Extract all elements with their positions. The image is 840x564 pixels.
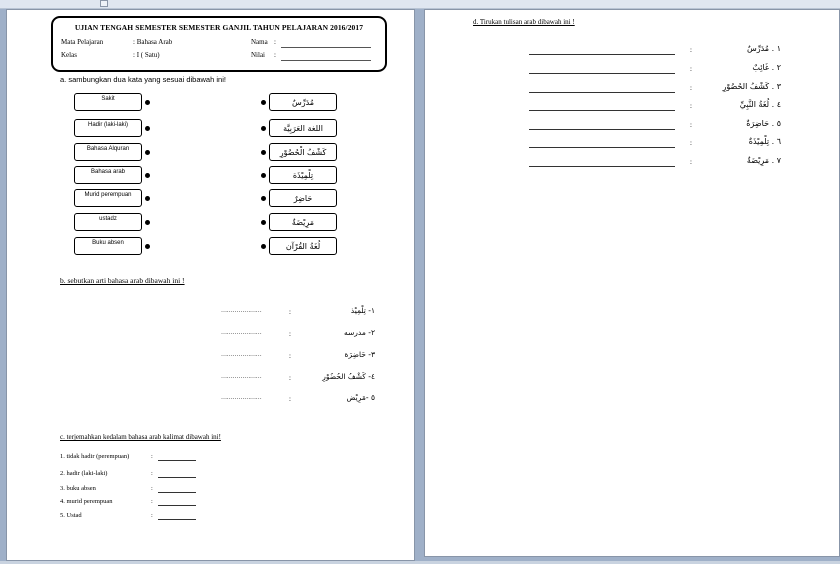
arabic-word: ٣- حَاضِرَة: [344, 350, 375, 359]
d-colon: :: [690, 65, 692, 73]
nama-label: Nama: [251, 38, 268, 46]
right-dot[interactable]: [261, 220, 266, 225]
writing-line[interactable]: [529, 73, 675, 74]
left-word-box: ustadz: [74, 213, 142, 231]
left-word-box: Hadir (laki-laki): [74, 119, 142, 137]
section-a-title: a. sambungkan dua kata yang sesuai dibawah ini!: [60, 75, 226, 84]
right-dot[interactable]: [261, 173, 266, 178]
b-colon: :: [289, 395, 291, 403]
answer-dots[interactable]: …………………: [221, 395, 262, 401]
arabic-word: ٣ . كَشْفُ الحُضُوْرِ: [722, 82, 781, 91]
d-colon: :: [690, 84, 692, 92]
left-dot[interactable]: [145, 196, 150, 201]
b-colon: :: [289, 330, 291, 338]
phrase-label: 1. tidak hadir (perempuan): [60, 453, 130, 460]
b-colon: :: [289, 352, 291, 360]
section-b-title: b. sebutkan arti bahasa arab dibawah ini !: [60, 276, 185, 285]
nilai-colon: :: [274, 51, 276, 59]
answer-dots[interactable]: …………………: [221, 352, 262, 358]
right-word-box: تِلْمِيْذَة: [269, 166, 337, 184]
right-dot[interactable]: [261, 196, 266, 201]
left-dot[interactable]: [145, 100, 150, 105]
d-colon: :: [690, 121, 692, 129]
arabic-word: ١ . مُدَرِّسٌ: [746, 44, 781, 53]
arabic-word: ٢ . غَائِبٌ: [752, 63, 781, 72]
kelas-label: Kelas: [61, 51, 77, 59]
right-word-box: لُغَةُ القُرْآن: [269, 237, 337, 255]
answer-line[interactable]: [158, 492, 196, 493]
right-word-box: مَرِيْضَةٌ: [269, 213, 337, 231]
left-word-box: Buku absen: [74, 237, 142, 255]
nilai-label: Nilai: [251, 51, 265, 59]
phrase-label: 4. murid perempuan: [60, 498, 113, 505]
writing-line[interactable]: [529, 147, 675, 148]
exam-header-box: [51, 16, 387, 72]
section-c-title: c. terjemahkan kedalam bahasa arab kalimat dibawah ini!: [60, 433, 221, 441]
nama-colon: :: [274, 38, 276, 46]
c-colon: :: [151, 498, 153, 505]
section-d-title: d. Tirukan tulisan arab dibawah ini !: [473, 18, 575, 26]
answer-dots[interactable]: …………………: [221, 374, 262, 380]
right-dot[interactable]: [261, 126, 266, 131]
left-word-box: Bahasa Alquran: [74, 143, 142, 161]
document-page-2[interactable]: [424, 9, 840, 557]
left-word-box: Murid perempuan: [74, 189, 142, 207]
d-colon: :: [690, 46, 692, 54]
writing-line[interactable]: [529, 166, 675, 167]
mapel-label: Mata Pelajaran: [61, 38, 104, 46]
left-word-box: Sakit: [74, 93, 142, 111]
writing-line[interactable]: [529, 54, 675, 55]
writing-line[interactable]: [529, 110, 675, 111]
phrase-label: 2. hadir (laki-laki): [60, 470, 108, 477]
writing-line[interactable]: [529, 129, 675, 130]
answer-line[interactable]: [158, 505, 196, 506]
left-dot[interactable]: [145, 126, 150, 131]
horizontal-ruler[interactable]: [0, 0, 840, 9]
right-dot[interactable]: [261, 100, 266, 105]
arabic-word: ٤ . لُغَةُ النَّبِيِّ: [739, 100, 781, 109]
right-word-box: حَاضِرٌ: [269, 189, 337, 207]
arabic-word: ٤- كَشْفُ الحُضُوْرِ: [322, 372, 375, 381]
phrase-label: 5. Ustad: [60, 512, 82, 519]
left-dot[interactable]: [145, 220, 150, 225]
answer-dots[interactable]: …………………: [221, 330, 262, 336]
right-word-box: كَشْفُ الْحُضُوْرِ: [269, 143, 337, 161]
arabic-word: ٦ . تِلْمِيْذَةٌ: [748, 137, 781, 146]
nama-line[interactable]: [281, 47, 371, 48]
arabic-word: ٢- مدرسه: [343, 328, 375, 337]
writing-line[interactable]: [529, 92, 675, 93]
phrase-label: 3. buku absen: [60, 485, 96, 492]
c-colon: :: [151, 485, 153, 492]
c-colon: :: [151, 453, 153, 460]
d-colon: :: [690, 158, 692, 166]
arabic-word: ١- تِلْمِيْذ: [350, 306, 375, 315]
arabic-word: ٧ . مَرِيْضَةٌ: [746, 156, 781, 165]
kelas-value: : I ( Satu): [133, 51, 160, 59]
d-colon: :: [690, 139, 692, 147]
answer-line[interactable]: [158, 519, 196, 520]
arabic-word: ٥ . حَاضِرَةٌ: [746, 119, 781, 128]
right-dot[interactable]: [261, 150, 266, 155]
b-colon: :: [289, 308, 291, 316]
left-dot[interactable]: [145, 173, 150, 178]
left-dot[interactable]: [145, 244, 150, 249]
nilai-line[interactable]: [281, 60, 371, 61]
d-colon: :: [690, 102, 692, 110]
left-word-box: Bahasa arab: [74, 166, 142, 184]
answer-line[interactable]: [158, 477, 196, 478]
mapel-value: : Bahasa Arab: [133, 38, 173, 46]
right-dot[interactable]: [261, 244, 266, 249]
right-word-box: اللغة العَرَبِيَّة: [269, 119, 337, 137]
document-page-1[interactable]: [6, 9, 415, 561]
right-word-box: مُدَرِّسٌ: [269, 93, 337, 111]
arabic-word: ٥ -مَرِيْض: [346, 393, 375, 402]
answer-dots[interactable]: …………………: [221, 308, 262, 314]
c-colon: :: [151, 512, 153, 519]
answer-line[interactable]: [158, 460, 196, 461]
c-colon: :: [151, 470, 153, 477]
left-dot[interactable]: [145, 150, 150, 155]
ruler-indent-marker[interactable]: [100, 0, 108, 7]
b-colon: :: [289, 374, 291, 382]
exam-title: UJIAN TENGAH SEMESTER SEMESTER GANJIL TAHUN PELAJARAN 2016/2017: [74, 23, 364, 32]
